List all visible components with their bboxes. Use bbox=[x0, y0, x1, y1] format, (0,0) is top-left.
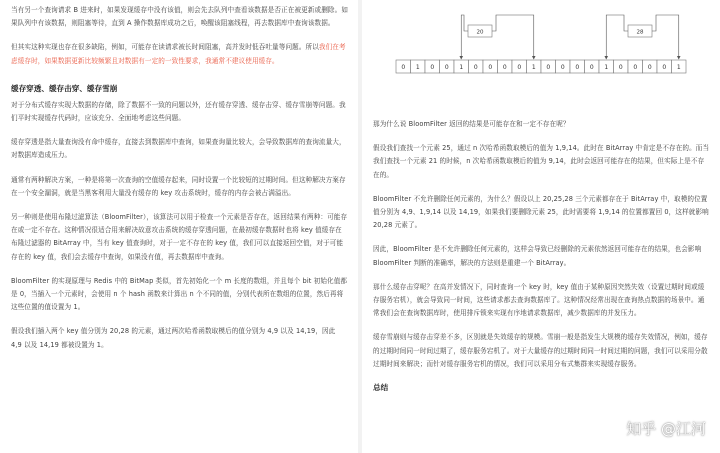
bit-value: 0 bbox=[488, 64, 493, 72]
paragraph: 假设我们查找一个元素 25，通过 n 次哈希函数取模后的值为 1,9,14。此时在 BitArray 中肯定是不存在的。而当我们查找一个元素 21 的时候，n 次哈希函数取模后的值为 9,14，此时会返回可能存在的结果，但实际上是不存在的。 bbox=[373, 144, 710, 179]
bit-value: 0 bbox=[430, 64, 435, 72]
bit-value: 0 bbox=[589, 64, 594, 72]
arrow-head bbox=[677, 56, 681, 60]
bit-value: 0 bbox=[575, 64, 580, 72]
paragraph: 缓存穿透是指大量查询没有命中缓存，直接去到数据库中查询，如果查询量比较大，会导致数据库的查询流量大，对数据库造成压力。 bbox=[11, 138, 346, 160]
bit-value: 0 bbox=[401, 64, 406, 72]
bit-value: 0 bbox=[560, 64, 565, 72]
paragraph: 假设我们插入两个 key 值分别为 20,28 的元素，通过两次哈希函数取模后的值分别为 4,9 以及 14,19，因此 4,9 以及 14,19 都被设置为 1。 bbox=[11, 327, 336, 349]
paragraph: BloomFilter 的实现原理与 Redis 中的 BitMap 类似，首先初始化一个 m 长度的数组，并且每个 bit 初始化值都是 0，当插入一个元素时，会使用 n 个 hash 函数来计算出 n 个不同的值，分别代表所在数组的位置，然后再将这些位置的值设置为 1。 bbox=[11, 276, 348, 312]
left-column bbox=[11, 4, 348, 352]
bit-value: 0 bbox=[618, 64, 623, 72]
hash-arrow bbox=[652, 15, 679, 59]
highlight-text: 我们在考虑缓存时，如果数据更新比较频繁且对数据有一定的一致性要求，我通常不建议使用缓存。 bbox=[11, 43, 346, 65]
section-heading: 缓存穿透、缓存击穿、缓存雪崩 bbox=[11, 83, 118, 93]
right-column bbox=[373, 118, 710, 394]
right-page bbox=[362, 0, 720, 453]
key-label: 20 bbox=[476, 29, 484, 36]
key-label: 28 bbox=[636, 29, 644, 36]
paragraph: 缓存雪崩则与缓存击穿差不多，区别就是失效缓存的规模。雪崩一般是指发生大规模的缓存失效情况，例如，缓存的过期时间同一时间过期了，缓存服务宕机了。对于大量缓存的过期时间同一时间过期的问题，我们可以采用分散过期时间来解决；而针对缓存服务宕机的情况，我们可以采用分布式集群来实现缓存服务。 bbox=[373, 333, 708, 368]
left-page bbox=[0, 0, 358, 453]
bloom-filter-diagram bbox=[362, 0, 720, 100]
paragraph: 另一种则是使用布隆过滤算法（BloomFilter），该算法可以用于检查一个元素是否存在，返回结果有两种：可能存在或一定不存在。这种情况很适合用来解决故意攻击系统的缓存穿透问题，在最初缓存数据时也将 key 值缓存在布隆过滤器的 BitArray 中，当有 key 值查询时，对于一定不存在的 key 值，我们可以直接返回空值，对于可能存在的 key 值，我们会去缓存中查询，如果没有值，再去数据库中查询。 bbox=[11, 213, 348, 261]
bit-value: 0 bbox=[517, 64, 522, 72]
bit-value: 0 bbox=[444, 64, 449, 72]
arrow-head bbox=[532, 56, 536, 60]
bit-value: 1 bbox=[676, 64, 681, 72]
bit-value: 0 bbox=[502, 64, 507, 72]
bit-value: 0 bbox=[546, 64, 551, 72]
arrow-head bbox=[459, 56, 463, 60]
arrow-head bbox=[604, 56, 608, 60]
bit-value: 1 bbox=[415, 64, 420, 72]
paragraph: 通常有两种解决方案，一种是将第一次查询的空值缓存起来，同时设置一个比较短的过期时间。但这种解决方案存在一个安全漏洞，就是当黑客利用大量没有缓存的 key 攻击系统时，缓存的内存会被占满溢出。 bbox=[11, 175, 346, 197]
hash-arrow bbox=[461, 15, 468, 59]
bit-value: 0 bbox=[473, 64, 478, 72]
bit-value: 0 bbox=[647, 64, 652, 72]
paragraph-text: 但其实这种实现也存在很多缺陷，例如，可能存在读请求被长时间阻塞，高并发时低吞吐量等问题。所以 bbox=[11, 43, 319, 52]
bit-value: 1 bbox=[604, 64, 609, 72]
paragraph: 因此，BloomFilter 是不允许删除任何元素的，这样会导致已经删除的元素依然返回可能存在的结果，也会影响 BloomFilter 判断的准确率，解决的方法则是重建一个 BitArray。 bbox=[373, 245, 702, 267]
paragraph: 对于分布式缓存实现大数据的存储，除了数据不一致的问题以外，还有缓存穿透、缓存击穿、缓存雪崩等问题。我们平时实现缓存代码时，应该充分、全面地考虑这些问题。 bbox=[11, 100, 346, 123]
paragraph: BloomFilter 不允许删除任何元素的，为什么？假设以上 20,25,28 三个元素都存在于 BitArray 中，取模的位置值分别为 4,9、1,9,14 以及 14,19，如果我们要删除元素 25，此时需要将 1,9,14 的位置都置回 0，这样就影响 20,28 元素了。 bbox=[373, 194, 709, 230]
watermark: 知乎 @江河 bbox=[626, 420, 706, 438]
bit-value: 1 bbox=[459, 64, 464, 72]
bit-value: 0 bbox=[662, 64, 667, 72]
hash-arrow bbox=[606, 15, 628, 59]
paragraph bbox=[11, 41, 348, 67]
bit-value: 1 bbox=[531, 64, 536, 72]
hash-arrow bbox=[492, 15, 534, 59]
paragraph: 那什么缓存击穿呢？在高并发情况下，同时查询一个 key 时，key 值由于某种原因突然失效（设置过期时间或缓存服务宕机），就会导致同一时间，这些请求都去查询数据库了。这种情况经常出现在查询热点数据的场景中。通常我们会在查询数据库时，使用排斥锁来实现有序地请求数据库，减少数据库的并发压力。 bbox=[373, 282, 705, 318]
section-heading: 总结 bbox=[373, 383, 389, 393]
question-paragraph: 那为什么说 BloomFilter 返回的结果是可能存在和一定不存在呢？ bbox=[373, 120, 570, 128]
paragraph: 当有另一个查询请求 B 进来时，如果发现缓存中没有该值，则会先去队列中查看该数据是否正在被更新或删除。如果队列中有该数据，则阻塞等待，直到 A 操作数据库成功之后，唤醒该阻塞线程，再去数据库中查询该数据。 bbox=[11, 6, 349, 28]
bit-value: 0 bbox=[633, 64, 638, 72]
